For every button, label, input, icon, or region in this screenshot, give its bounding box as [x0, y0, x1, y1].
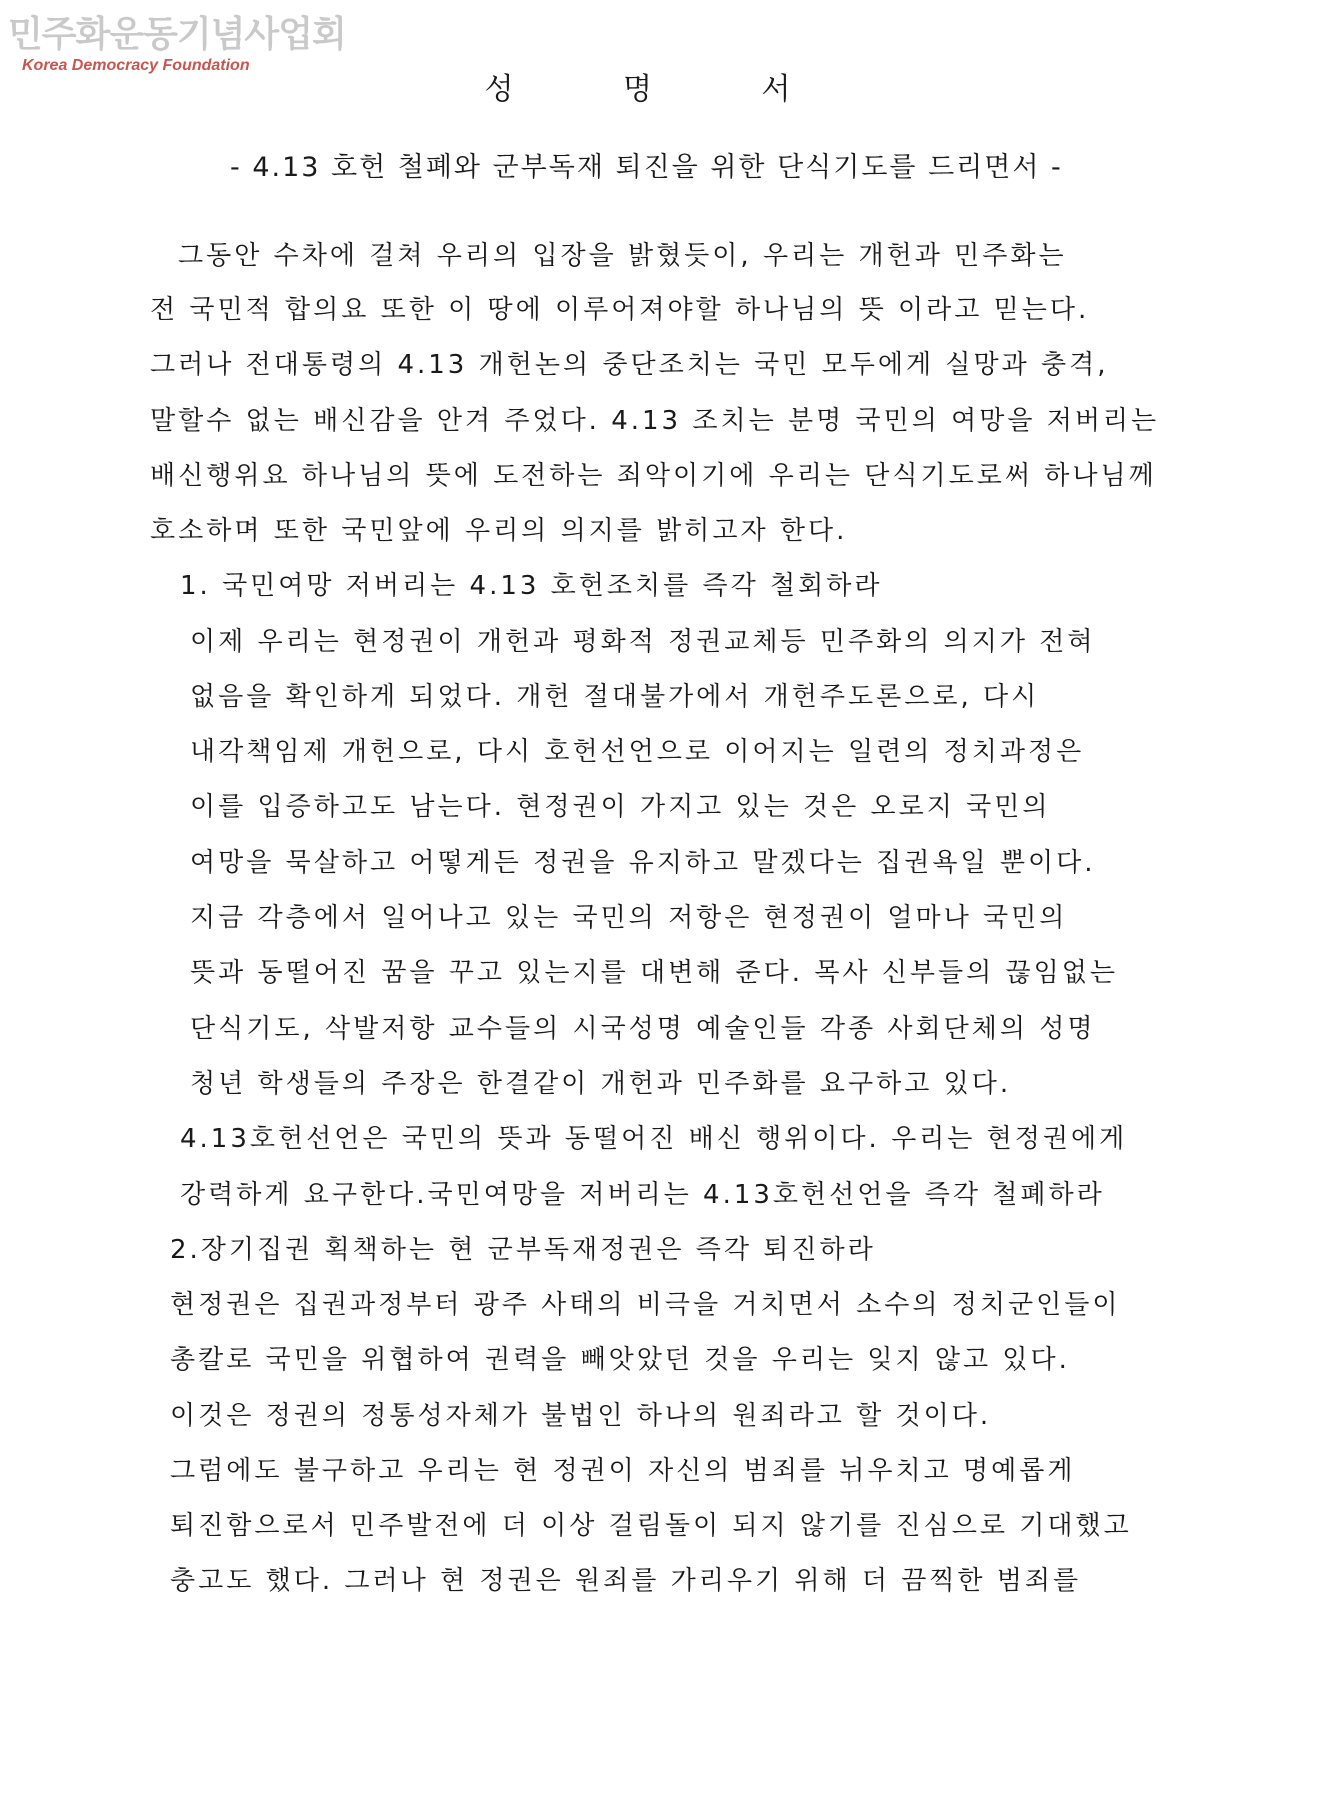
body-line: 여망을 묵살하고 어떻게든 정권을 유지하고 말겠다는 집권욕일 뿐이다.: [190, 848, 1096, 878]
body-line: 그러나 전대통령의 4.13 개헌논의 중단조치는 국민 모두에게 실망과 충격,: [150, 350, 1109, 380]
body-line: 지금 각층에서 일어나고 있는 국민의 저항은 현정권이 얼마나 국민의: [190, 903, 1068, 933]
body-line: 퇴진함으로서 민주발전에 더 이상 걸림돌이 되지 않기를 진심으로 기대했고: [170, 1511, 1132, 1541]
body-line: 그럼에도 불구하고 우리는 현 정권이 자신의 범죄를 뉘우치고 명예롭게: [170, 1456, 1076, 1486]
body-line: 전 국민적 합의요 또한 이 땅에 이루어져야할 하나님의 뜻 이라고 믿는다.: [150, 295, 1090, 325]
document-subtitle: - 4.13 호헌 철폐와 군부독재 퇴진을 위한 단식기도를 드리면서 -: [230, 152, 1063, 183]
body-line: 없음을 확인하게 되었다. 개헌 절대불가에서 개헌주도론으로, 다시: [190, 682, 1040, 712]
body-line: 뜻과 동떨어진 꿈을 꾸고 있는지를 대변해 준다. 목사 신부들의 끊임없는: [190, 958, 1119, 988]
watermark-korean: 민주화운동기념사업회: [8, 14, 346, 55]
body-line: 말할수 없는 배신감을 안겨 주었다. 4.13 조치는 분명 국민의 여망을 저버리는: [150, 406, 1160, 436]
section-heading: 1. 국민여망 저버리는 4.13 호헌조치를 즉각 철회하라: [180, 571, 883, 601]
body-line: 호소하며 또한 국민앞에 우리의 의지를 밝히고자 한다.: [150, 516, 848, 546]
body-line: 충고도 했다. 그러나 현 정권은 원죄를 가리우기 위해 더 끔찍한 범죄를: [170, 1566, 1082, 1596]
body-line: 이를 입증하고도 남는다. 현정권이 가지고 있는 것은 오로지 국민의: [190, 792, 1051, 822]
body-line: 강력하게 요구한다.국민여망을 저버리는 4.13호헌선언을 즉각 철폐하라: [180, 1180, 1105, 1210]
body-line: 현정권은 집권과정부터 광주 사태의 비극을 거치면서 소수의 정치군인들이: [170, 1290, 1121, 1320]
body-line: 그동안 수차에 걸쳐 우리의 입장을 밝혔듯이, 우리는 개헌과 민주화는: [178, 241, 1067, 271]
body-line: 이것은 정권의 정통성자체가 불법인 하나의 원죄라고 할 것이다.: [170, 1401, 992, 1431]
body-line: 총칼로 국민을 위협하여 권력을 빼앗았던 것을 우리는 잊지 않고 있다.: [170, 1345, 1070, 1375]
body-line: 배신행위요 하나님의 뜻에 도전하는 죄악이기에 우리는 단식기도로써 하나님께: [150, 461, 1157, 491]
watermark-english: Korea Democracy Foundation: [22, 57, 250, 74]
section-heading: 2.장기집권 획책하는 현 군부독재정권은 즉각 퇴진하라: [170, 1235, 876, 1265]
body-line: 내각책임제 개헌으로, 다시 호헌선언으로 이어지는 일련의 정치과정은: [190, 737, 1085, 767]
body-line: 4.13호헌선언은 국민의 뜻과 동떨어진 배신 행위이다. 우리는 현정권에게: [180, 1124, 1128, 1154]
body-line: 청년 학생들의 주장은 한결같이 개헌과 민주화를 요구하고 있다.: [190, 1069, 1012, 1099]
document-title: 성 명 서: [484, 72, 841, 107]
body-line: 이제 우리는 현정권이 개헌과 평화적 정권교체등 민주화의 의지가 전혀: [190, 627, 1096, 657]
body-line: 단식기도, 삭발저항 교수들의 시국성명 예술인들 각종 사회단체의 성명: [190, 1014, 1096, 1044]
